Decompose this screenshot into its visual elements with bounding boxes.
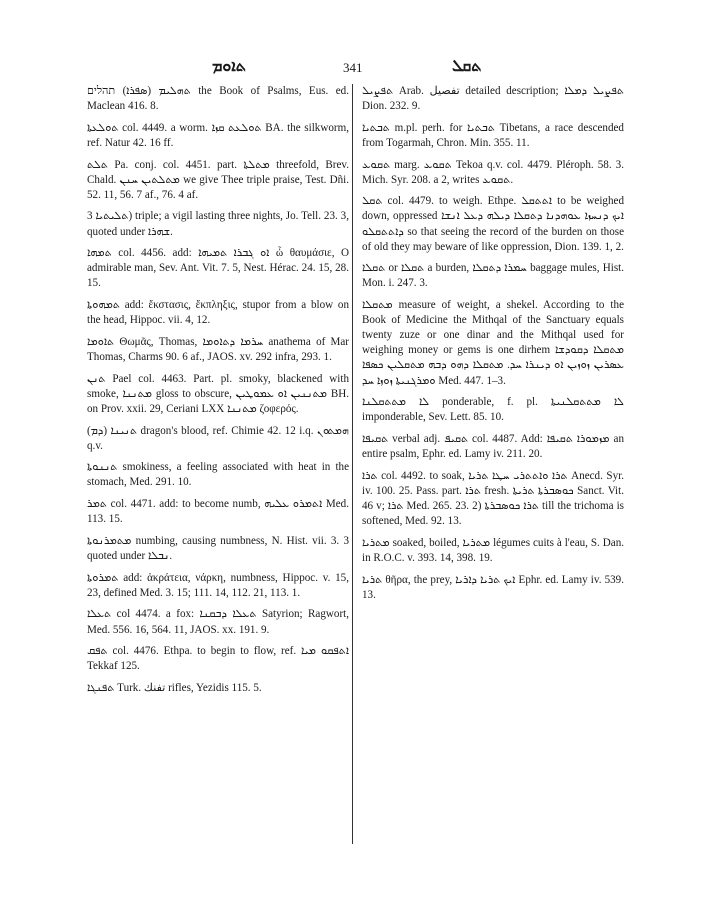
- dictionary-entry: ܬܢܢܘܬܐ smokiness, a feeling associated with heat in the stomach, Med. 291. 10.: [87, 461, 349, 489]
- dictionary-entry: ܬܩܠܐ or ܬܩܠܐ a burden, ܚܡܪܐ ܕܬܩܠܐ baggage mules, Hist. Mon. i. 247. 3.: [362, 262, 625, 290]
- dictionary-entry: ܬܡܪ col. 4471. add: to become numb, ܐܬܡܪܘ ܥܠܝܗ Med. 113. 15.: [87, 498, 350, 526]
- dictionary-entry: ܬܥܠܐ col 4474. a fox: ܬܥܠܐ ܕܒܩܢܐ Satyrion; Ragwort, Med. 556. 16, 564. 11, JAOS. xx. 191. 9.: [87, 608, 350, 636]
- dictionary-entry: ܬܦܨܝܠ Arab. تفصيل detailed description; ܬܦܨܝܠ ܕܡܠܐ Dion. 232. 9.: [362, 85, 625, 113]
- dictionary-entry: ܬܦܢܓܐ Turk. تفنك rifles, Yezidis 115. 5.: [87, 682, 262, 694]
- dictionary-entry: ܬܪܐ col. 4492. to soak, ܬܪܐ ܘܐܬܬܪܝ ܚܛܐ ܬܪܝܐ Anecd. Syr. iv. 100. 25. Pass. part. ܬܪܐ fresh. ܟܘܣܒܪܬܐ ܬܪܝܬܐ Sanct. Vit. 46 v; ܬܪܐ Med. 265. 23. 2) ܬܪܐ ܟܘܣܒܪܬܐ till the trichoma is softened, Med. 92. 13.: [362, 469, 624, 528]
- dictionary-entry: ܬܩܠ col. 4479. to weigh. Ethpe. ܐܬܬܩܠ to be weighed down, oppressed ܐܝܟ ܕܢܚܙܐ ܥܘܗܕܢܐ ܕܬܩܠܐ ܕܝܠܗ ܕܥܠ ܐܢܫܐ ܕܐܬܬܩܠܘ so that seeing the record of the burden on those of old they may beware of like oppression, Dion. 139. 1, 2.: [362, 195, 625, 253]
- dictionary-entry: ܬܒܬܝܐ m.pl. perh. for ܬܒܬܝܐ Tibetans, a race descended from Togarmah, Chron. Min. 355. 11.: [362, 121, 624, 149]
- dictionary-entry: ܬܗܠܝܡ (ܣܦܪܐ) תהלים the Book of Psalms, Eus. ed. Maclean 416. 8.: [87, 85, 349, 113]
- running-header-left: ܬܐܘܡ: [212, 58, 247, 75]
- dictionary-entry: ܬܡܗܘܬܐ add: ἔκστασις, ἔκπληξις, stupor from a blow on the head, Hippoc. vii. 4, 12.: [87, 299, 349, 327]
- dictionary-entry: ܬܪܝܐ θῆρα, the prey, ܐܝܟ ܬܪܝܐ ܕܐܪܝܐ Ephr. ed. Lamy iv. 539. 13.: [362, 573, 625, 601]
- dictionary-entry: ܬܠܬ Pa. conj. col. 4451. part. ܡܬܠܬܐ threefold, Brev. Chald. ܡܬܠܬܝܢ ܚܢܢ we give Thee triple praise, Test. Dñi. 52. 11, 56. 7 af., 76. 4 af.: [87, 158, 350, 201]
- dictionary-entry: ܬܢܢ Pael col. 4463. Part. pl. smoky, blackened with smoke, ܡܬܢܢܐ gloss to obscure, ܡܬܢܢܝܢ ܐܘ ܥܡܘܛܝܢ BH. on Prov. xxii. 29, Ceriani LXX ܡܬܢܢܐ ζοφερός.: [87, 372, 349, 415]
- dictionary-entry: ܬܘܠܥܬܐ col. 4449. a worm. ܬܘܠܥܬ ܩܙܐ BA. the silkworm, ref. Natur 42. 16 ff.: [87, 121, 349, 149]
- right-column: [362, 84, 624, 609]
- dictionary-entry: ܬܦܩ col. 4476. Ethpa. to begin to flow, ref. ܐܬܦܩܘ ܡܝܐ Tekkaf 125.: [87, 645, 349, 673]
- dictionary-entry: ܬܡܗܐ col. 4456. add: ܐܘ ܓܒܪܐ ܬܡܝܗܐ ὦ θαυμάσιε, O admirable man, Sev. Ant. Vit. 7. 5, Nest. Hérac. 24. 15, 28. 15.: [87, 247, 349, 290]
- page-number: 341: [343, 60, 363, 75]
- dictionary-entry: ܬܐܘܡܐ Θωμᾶς, Thomas, ܚܪܡܐ ܕܬܐܘܡܐ anathema of Mar Thomas, Charms 90. 6 af., JAOS. xv. 292 infra, 293. 1.: [87, 335, 349, 363]
- dictionary-entry: ܠܐ ܡܬܬܩܠܢܐ ponderable, f. pl. ܠܐ ܡܬܬܩܠܢܝܬܐ imponderable, Sev. Lett. 85. 10.: [362, 396, 624, 424]
- dictionary-entry: ܬܩܝܦܐ verbal adj. ܬܩܝܦ col. 4487. Add: ܡܙܡܘܪܐ ܬܩܝܦܐ an entire psalm, Ephr. ed. Lamy iv. 211. 20.: [362, 433, 624, 461]
- dictionary-entry: ܡܬܪܝܐ soaked, boiled, ܡܬܪܝܐ légumes cuits à l'eau, S. Dan. in R.O.C. v. 393. 14, 398. 19.: [362, 536, 625, 564]
- running-header-right: ܬܩܠ: [452, 58, 482, 75]
- dictionary-entry: ܡܬܡܪܢܘܬܐ numbing, causing numbness, N. Hist. vii. 3. 3 quoted under ܢܒܠܐ.: [87, 534, 349, 562]
- column-divider: [352, 84, 353, 844]
- dictionary-entry: ܬܩܘܥ marg. ܬܩܘܥ Tekoa q.v. col. 4479. Pléroph. 58. 3. Mich. Syr. 208. a 2, writes ܬܩܘܥ.: [362, 158, 624, 186]
- dictionary-entry: ܬܡܪܘܬܐ add: ἀκράτεια, νάρκη, numbness, Hippoc. v. 15, 23, defined Med. 3. 15; 111. 14, 112. 21, 113. 1.: [87, 571, 349, 599]
- dictionary-entry: ܬܢܝܢܐ (ܕܡ) dragon's blood, ref. Chimie 42. 12 i.q. ܗܡܬܘܢ q.v.: [87, 424, 349, 452]
- left-column: [87, 84, 349, 703]
- dictionary-entry: ܡܬܩܠܐ measure of weight, a shekel. According to the Book of Medicine the Mithqal of the Sanctuary equals twenty zuze or one dinar and the Mithqal used for weighing money or gems is one dirhem ܡܬܩܠܐ ܕܩܘܕܫܐ ܥܣܪܝܢ ܙܘܙܝܢ ܐܘ ܕܝܢܪܐ ܚܕ. ܡܬܩܠܐ ܕܗܘ ܕܒܗ ܡܬܩܠܝܢ ܟܣܦܐ ܘܡܪܓܢܝܬܐ ܙܘܙܐ ܚܕ Med. 447. 1–3.: [362, 299, 624, 387]
- dictionary-entry: ܬܠܝܬܝܐ 3) triple; a vigil lasting three nights, Jo. Tell. 23. 3, quoted under ܫܗܪܐ.: [87, 210, 349, 238]
